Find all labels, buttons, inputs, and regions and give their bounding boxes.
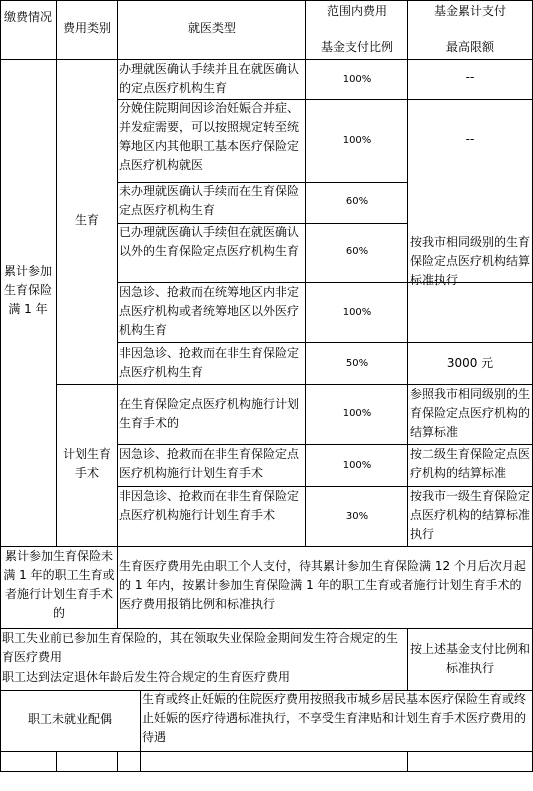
header-visit-type: 就医类型 bbox=[187, 21, 236, 35]
childbirth-type-3: 未办理就医确认手续而在生育保险定点医疗机构生育 bbox=[119, 184, 300, 217]
childbirth-ratio-2: 100% bbox=[342, 135, 372, 146]
retired-text: 职工达到法定退休年龄后发生符合规定的生育医疗费用 bbox=[2, 670, 291, 684]
line-col1 bbox=[56, 0, 57, 547]
childbirth-ratio-6: 50% bbox=[345, 358, 369, 369]
line-b-2 bbox=[117, 751, 118, 772]
fp-ratio-3: 30% bbox=[345, 511, 369, 522]
fp-type-1: 在生育保险定点医疗机构施行计划生育手术的 bbox=[119, 397, 300, 430]
childbirth-limit-1: -- bbox=[465, 70, 475, 84]
line-g4-divider bbox=[140, 690, 141, 772]
fp-limit-3: 按我市一级生育保险定点医疗机构的结算标准执行 bbox=[410, 489, 531, 541]
category-family-planning: 计划生育手术 bbox=[62, 447, 111, 480]
childbirth-ratio-1: 100% bbox=[342, 74, 372, 85]
childbirth-ratio-5: 100% bbox=[342, 307, 372, 318]
fp-type-2: 因急诊、抢救而在非生育保险定点医疗机构施行计划生育手术 bbox=[119, 447, 300, 480]
line-cb-r5 bbox=[117, 342, 533, 343]
under-one-year-text: 生育医疗费用先由职工个人支付，待其累计参加生育保险满 12 个月后次月起的 1 年内，按累计参加生育保险满 1 年的职工生育或者施行计划生育手术的医疗费用报销比例和标准执行 bbox=[119, 559, 526, 611]
line-col2 bbox=[117, 0, 118, 547]
header-limit-2: 最高限额 bbox=[445, 40, 494, 54]
fp-ratio-2: 100% bbox=[342, 460, 372, 471]
line-b-1 bbox=[56, 751, 57, 772]
line-top bbox=[0, 0, 533, 1]
childbirth-ratio-3: 60% bbox=[345, 196, 369, 207]
line-g2-divider bbox=[117, 546, 118, 628]
childbirth-type-1: 办理就医确认手续并且在就医确认的定点医疗机构生育 bbox=[119, 62, 300, 95]
line-bottom bbox=[0, 771, 533, 772]
fp-type-3: 非因急诊、抢救而在非生育保险定点医疗机构施行计划生育手术 bbox=[119, 489, 300, 522]
header-contribution: 缴费情况 bbox=[3, 10, 52, 24]
line-group4-bottom bbox=[0, 751, 533, 752]
header-ratio-2: 基金支付比例 bbox=[320, 40, 393, 54]
fp-limit-2: 按二级生育保险定点医疗机构的结算标准 bbox=[410, 447, 531, 480]
childbirth-limit-6: 3000 元 bbox=[446, 356, 494, 370]
fp-limit-1: 参照我市相同级别的生育保险定点医疗机构的结算标准 bbox=[410, 387, 531, 439]
contribution-full-year: 累计参加生育保险满 1 年 bbox=[3, 264, 52, 316]
line-left bbox=[0, 0, 1, 772]
childbirth-ratio-4: 60% bbox=[345, 246, 369, 257]
header-category: 费用类别 bbox=[62, 21, 111, 35]
childbirth-merged-limit: 按我市相同级别的生育保险定点医疗机构结算标准执行 bbox=[410, 235, 531, 287]
childbirth-type-5: 因急诊、抢救而在统筹地区内非定点医疗机构或者统筹地区以外医疗机构生育 bbox=[119, 285, 300, 337]
childbirth-type-6: 非因急诊、抢救而在非生育保险定点医疗机构生育 bbox=[119, 346, 300, 379]
line-b-3 bbox=[407, 751, 408, 772]
group3-limit: 按上述基金支付比例和标准执行 bbox=[409, 642, 530, 675]
spouse-text: 生育或终止妊娠的住院医疗费用按照我市城乡居民基本医疗保险生育或终止妊娠的医疗待遇标准执行，不享受生育津贴和计划生育手术医疗费用的待遇 bbox=[142, 692, 527, 744]
childbirth-type-4: 已办理就医确认手续但在就医确认以外的生育保险定点医疗机构生育 bbox=[119, 225, 300, 258]
line-col3 bbox=[305, 0, 306, 547]
unemployed-text: 职工失业前已参加生育保险的，其在领取失业保险金期间发生符合规定的生育医疗费用 bbox=[2, 631, 399, 664]
childbirth-limit-2: -- bbox=[465, 132, 475, 146]
childbirth-type-2: 分娩住院期间因诊治妊娠合并症、并发症需要，可以按照规定转至统筹地区内其他职工基本医疗保险定点医疗机构就医 bbox=[119, 101, 300, 172]
fp-ratio-1: 100% bbox=[342, 408, 372, 419]
category-childbirth: 生育 bbox=[74, 213, 99, 227]
under-one-year-label: 累计参加生育保险未满 1 年的职工生育或者施行计划生育手术的 bbox=[3, 549, 115, 620]
line-col4 bbox=[407, 0, 408, 547]
spouse-label: 职工未就业配偶 bbox=[27, 712, 112, 726]
header-limit-1: 基金累计支付 bbox=[433, 4, 506, 18]
header-ratio-1: 范围内费用 bbox=[326, 4, 387, 18]
line-g3-divider bbox=[407, 628, 408, 690]
